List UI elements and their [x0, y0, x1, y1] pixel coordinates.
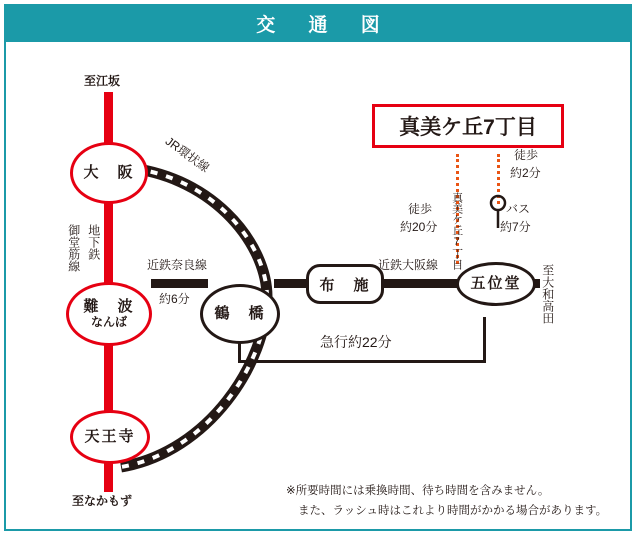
bus-stop-name: 真美ケ丘7丁目	[450, 192, 463, 270]
station-fuse-label: 布 施	[319, 276, 371, 294]
station-tsuruhashi[interactable]	[200, 284, 280, 344]
station-fuse[interactable]	[306, 264, 384, 304]
station-goidou-label: 五位堂	[470, 274, 522, 292]
line-label-jr-loop: JR環状線	[162, 134, 212, 176]
line-label-subway: 地下鉄	[86, 224, 101, 260]
page-title: 交 通 図	[256, 14, 394, 36]
bus-value: 約7分	[500, 220, 531, 234]
station-osaka[interactable]	[70, 142, 148, 204]
walk2-value: 約2分	[510, 166, 541, 180]
note-line-2: また、ラッシュ時はこれより時間がかかる場合があります。	[298, 505, 608, 517]
note-line-1: ※所要時間には乗換時間、待ち時間を含みません。	[286, 485, 550, 497]
line-label-midosuji: 御堂筋線	[66, 224, 81, 272]
line-label-kintetsu-nara: 近鉄奈良線	[147, 258, 208, 272]
walk20-value: 約20分	[400, 220, 438, 234]
destination-callout	[372, 104, 564, 148]
diagram-canvas	[4, 42, 632, 531]
station-namba[interactable]	[66, 282, 152, 346]
station-osaka-label: 大 阪	[83, 163, 135, 181]
station-goidou[interactable]	[456, 262, 536, 306]
station-tennoji-label: 天王寺	[84, 427, 136, 445]
rail-express-vert-right	[483, 317, 486, 363]
station-namba-sublabel: なんば	[90, 314, 127, 329]
endpoint-esaka: 至江坂	[84, 74, 121, 88]
station-namba-label: 難 波	[83, 298, 135, 316]
destination-label: 真美ケ丘7丁目	[399, 116, 537, 139]
endpoint-yamatotakada: 至大和高田	[540, 264, 555, 324]
endpoint-nakamozu: 至なかもず	[72, 494, 133, 508]
time-namba-tsuruhashi: 約6分	[159, 292, 190, 306]
time-express: 急行約22分	[320, 334, 392, 350]
rail-fuse-goidou	[379, 279, 467, 288]
station-tennoji[interactable]	[70, 410, 150, 464]
walk20-label: 徒歩	[408, 202, 433, 216]
station-tsuruhashi-label: 鶴 橋	[214, 304, 266, 322]
line-label-kintetsu-osaka: 近鉄大阪線	[378, 258, 439, 272]
walk2-label: 徒歩	[514, 148, 539, 162]
bus-label: バス	[506, 202, 531, 216]
title-bar	[4, 4, 632, 42]
